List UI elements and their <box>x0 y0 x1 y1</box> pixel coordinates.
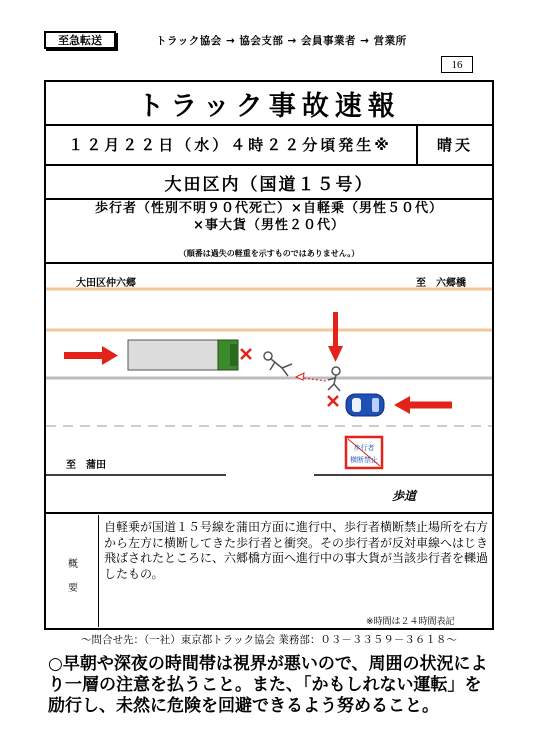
safety-caution: ○早朝や深夜の時間帯は視界が悪いので、周囲の状況により一層の注意を払うこと。また、「かもしれない運転」を励行し、未然に危険を回避できるよう努めること。 <box>48 654 488 716</box>
parties-line-1: 歩行者（性別不明９０代死亡）×自軽乗（男性５０代） <box>95 201 443 216</box>
contact-info: ～問合せ先：（一社）東京都トラック協会 業務部：０３－３３５９－３６１８～ <box>81 634 457 646</box>
sidewalk-label: 歩道 <box>392 489 417 503</box>
car-direction-arrow <box>394 396 452 414</box>
collision-mark-icon <box>241 349 251 359</box>
sign-label-line-1: 歩行者 <box>353 444 375 452</box>
report-title: トラック事故速報 <box>137 90 401 122</box>
parties-involved <box>44 200 494 234</box>
page-number: 16 <box>441 56 473 73</box>
place-label-top-left: 大田区仲六郷 <box>76 278 136 289</box>
weather: 晴天 <box>436 135 473 154</box>
pedestrian-fallen-icon <box>264 352 292 376</box>
car-icon <box>346 394 384 416</box>
summary-text: 自軽乗が国道１５号線を蒲田方面に進行中、歩行者横断禁止場所を右方から左方に横断してきた歩行者と衝突。その歩行者が反対車線へはじき飛ばされたところに、六郷橋方面へ進行中の事大貨が当該歩行者を轢過したもの。 <box>104 520 489 581</box>
order-note: （順番は過失の軽重を示すものではありません。） <box>178 249 360 258</box>
parties-line-2: ×事大貨（男性２０代） <box>193 218 345 233</box>
place-label-bottom-left: 至 蒲田 <box>66 460 106 471</box>
urgent-forward-badge: 至急転送 <box>44 31 116 49</box>
divider <box>44 512 494 514</box>
distribution-route: トラック協会 → 協会支部 → 会員事業者 → 営業所 <box>156 35 407 47</box>
truck-direction-arrow <box>64 346 118 365</box>
collision-mark-icon <box>328 396 338 406</box>
accident-location: 大田区内（国道１５号） <box>164 174 374 195</box>
time-footnote: ※時間は２４時間表記 <box>366 617 455 627</box>
place-label-top-right: 至 六郷橋 <box>416 278 466 289</box>
accident-datetime: １２月２２日（水）４時２２分頃発生※ <box>68 135 392 154</box>
summary-heading-char-2: 要 <box>68 583 78 594</box>
summary-heading-char-1: 概 <box>68 559 78 570</box>
pedestrian-direction-arrow <box>328 312 343 362</box>
truck-icon <box>128 340 238 370</box>
accident-diagram <box>46 264 492 512</box>
no-pedestrian-crossing-sign <box>346 437 382 468</box>
sign-label-line-2: 横断禁止 <box>350 456 378 464</box>
summary-heading <box>46 515 99 627</box>
